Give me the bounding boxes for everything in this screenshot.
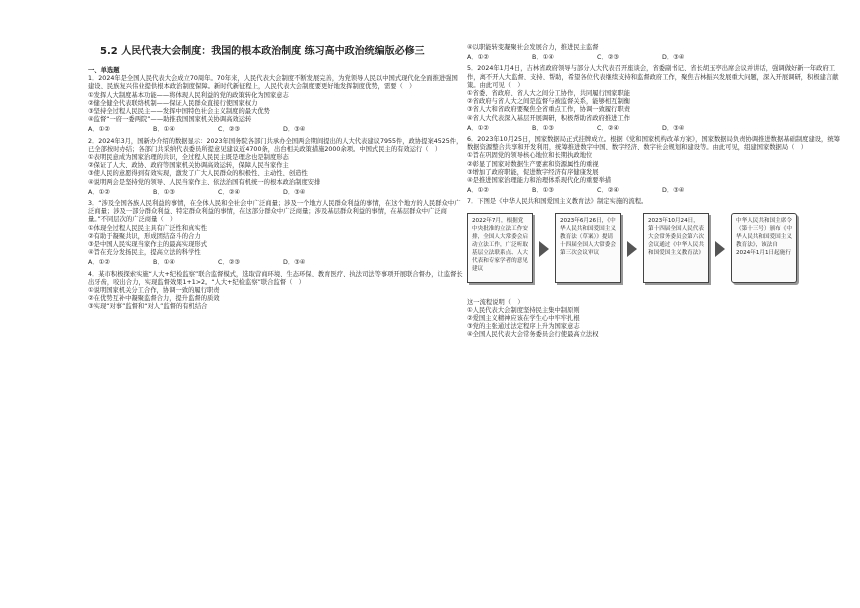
answer-a: A．①② — [467, 54, 489, 62]
answer-c: C．②③ — [218, 126, 240, 134]
option: ①表明民意成为国家治理的共识，全过程人民民主既是理念也是制度形态 — [88, 154, 289, 162]
option: ②保证了人大、政协、政府等国家机关协调高效运转，保障人民当家作主 — [88, 162, 289, 170]
answer-b: B．①③ — [532, 124, 554, 132]
question-7 — [467, 198, 842, 339]
option: ②彰显了国家对数据生产要素和资源属性的重视 — [467, 160, 599, 168]
option: ④省人大代表深入基层开展调研，积极帮助省政府推进工作 — [467, 114, 631, 122]
answer-c: C．②③ — [218, 259, 240, 267]
option: ②爱国主义精神应该在学生心中牢牢扎根 — [467, 315, 580, 323]
answer-a: A．①② — [88, 259, 110, 267]
option: ①体现全过程人民民主具有广泛性和真实性 — [88, 224, 207, 232]
answer-a: A．①② — [88, 188, 110, 196]
arrow-right-icon — [539, 241, 549, 257]
option: ②健全健全代表联络机制——保证人民群众直接行使国家权力 — [88, 99, 258, 107]
answer-c: C．②④ — [218, 188, 240, 196]
question-stem: 3．“涉及全国各族人民利益的事情，在全体人民和全社会中广泛商量；涉及一个地方人民群众利益的事情，在这个地方的人民群众中广泛商量；涉及一部分群众利益、特定群众利益的事情，在这部分群众中广泛商量；涉及基层群众利益的事情，在基层群众中广泛商量。”不同层次的广泛商量（ ） — [88, 200, 461, 224]
option: ④全国人民代表大会常务委员会行使最高立法权 — [467, 331, 599, 339]
answer-d: D．③④ — [283, 126, 306, 134]
option: ④是推进国家治理能力和治理体系现代化的重要举措 — [467, 177, 612, 185]
document-title: 5.2 人民代表大会制度：我国的根本政治制度 练习高中政治统编版必修三 — [100, 46, 425, 57]
question-stem: 1．2024年是全国人民代表大会成立70周年。70年来，人民代表大会制度不断发展完善，为党领导人民以中国式现代化全面推进强国建设、民族复兴伟业提供根本政治制度保障。新时代新征程上，人民代表大会制度要更好地发挥制度优势，需要（ ） — [88, 75, 458, 91]
answer-a: A．①② — [467, 187, 489, 195]
question-stem: 7．下图是《中华人民共和国爱国主义教育法》制定实施的流程。 — [467, 198, 648, 206]
answer-d: D．③④ — [662, 54, 685, 62]
option: ③坚持全过程人民民主——发挥中国特色社会主义制度的最大优势 — [88, 108, 270, 116]
option: ③实现“对事”监督和“对人”监督的有机结合 — [88, 303, 208, 311]
question-stem: 4．某市积极探索实施“人大+纪检监察”联合监督模式，选取营商环境、生态环保、教育医疗、执法司法等事项开展联合督办，让监督长出牙齿，咬出合力，实现监督效果1+1>2。“人大+纪检监察”联合监督（ ） — [88, 270, 463, 286]
section-label: 一、单选题 — [88, 67, 120, 74]
option: ③使人民的意愿得到有效实现，激发了广大人民群众的积极性、主动性、创造性 — [88, 170, 308, 178]
flow-step-1: 2022年7月，根据党中央批准的立法工作安排，全国人大常委会启动立法工作，广泛听取基层立法联系点、人大代表和专家学者的意见建议 — [467, 213, 533, 283]
option: ③党的主张通过法定程序上升为国家意志 — [467, 323, 580, 331]
answer-d: D．③④ — [662, 187, 685, 195]
answer-choices — [88, 189, 463, 197]
answer-d: D．③④ — [283, 259, 306, 267]
left-column — [88, 64, 463, 312]
answer-c: C．②④ — [597, 187, 619, 195]
answer-choices — [467, 54, 842, 62]
arrow-right-icon — [627, 241, 637, 257]
question-stem: 2．2024年3月，国新办介绍的数据显示：2023年国务院各部门共承办全国两会期间提出的人大代表建议7955件，政协提案4525件，已全部按时办结；各部门共采纳代表委员所提意见建议近4700条，出台相关政策措施2000余项。中国式民主的有效运行（ ） — [88, 137, 463, 153]
answer-a: A．①② — [88, 126, 110, 134]
flow-step-2: 2023年6月26日，《中华人民共和国爱国主义教育法（草案）》提请十四届全国人大常委会第三次会议审议 — [555, 213, 621, 283]
option: ③是中国人民实现当家作主的最高实现形式 — [88, 241, 207, 249]
option: ②在优势互补中凝聚监督合力，提升监督的质效 — [88, 295, 220, 303]
question-stem: 5．2024年1月4日，吉林省政府领导与部分人大代表召开座谈会，省委副书记、省长胡玉亭出席会议并讲话，强调做好新一年政府工作，离不开人大监督、支持、帮助，希望各位代表继续支持和监督政府工作，聚焦吉林振兴发展重大问题，深入开展调研，积极建言献策。由此可见（ ） — [467, 65, 839, 89]
option: ③增加了政府职能，促进数字经济有序健康发展 — [467, 168, 599, 176]
question-lead: 这一流程说明（ ） — [467, 298, 524, 306]
option: ③省人大和省政府要聚焦全省重点工作，协调一致履行职责 — [467, 106, 631, 114]
question-6 — [467, 136, 842, 195]
question-stem: 6．2023年10月25日，国家数据局正式挂牌成立。根据《党和国家机构改革方案》，国家数据局负责协调推进数据基础制度建设，统筹数据资源整合共享和开发利用，统筹推进数字中国、数字经济、数字社会规划和建设等。由此可见，组建国家数据局（ ） — [467, 136, 840, 152]
option: ①人民代表大会制度坚持民主集中制原则 — [467, 306, 580, 314]
answer-b: B．①④ — [532, 54, 554, 62]
option: ①旨在巩固党的领导核心地位和长期执政地位 — [467, 152, 593, 160]
answer-choices — [88, 259, 463, 267]
option: ②有助于凝聚共识，形成团结奋斗的合力 — [88, 232, 201, 240]
option: ④监督“一府一委两院”——助推我国国家机关协调高效运转 — [88, 116, 252, 124]
answer-b: B．①④ — [153, 259, 175, 267]
question-4-continued — [467, 44, 842, 62]
question-4 — [88, 271, 463, 312]
question-1 — [88, 75, 463, 134]
arrow-right-icon — [715, 241, 725, 257]
flow-step-4: 中华人民共和国主席令（第十三号）颁布《中华人民共和国爱国主义教育法》，该法自2024年1月1日起施行 — [731, 213, 797, 283]
option: ④以职能转变凝聚社会发展合力，推进民主监督 — [467, 44, 599, 51]
option: ①省委、省政府、省人大之间分工协作，共同履行国家职能 — [467, 90, 631, 98]
question-2 — [88, 138, 463, 197]
answer-a: A．①② — [467, 124, 489, 132]
question-5 — [467, 65, 842, 133]
option: ②省政府与省人大之间是监督与被监督关系，能够相互制衡 — [467, 98, 631, 106]
answer-d: D．③④ — [283, 188, 306, 196]
process-flowchart — [467, 213, 842, 293]
answer-c: C．②④ — [597, 124, 619, 132]
option: ④说明两会是坚持党的领导、人民当家作主、依法治国有机统一的根本政治制度安排 — [88, 178, 321, 186]
flow-step-3: 2023年10月24日，第十四届全国人民代表大会常务委员会第六次会议通过《中华人民共和国爱国主义教育法》 — [643, 213, 709, 283]
answer-choices — [467, 187, 842, 195]
answer-b: B．①③ — [532, 187, 554, 195]
option: ①说明国家机关分工合作，协调一致的履行职责 — [88, 287, 220, 295]
answer-b: B．①④ — [153, 126, 175, 134]
answer-d: D．③④ — [662, 124, 685, 132]
answer-choices — [467, 125, 842, 133]
answer-choices — [88, 126, 463, 134]
answer-b: B．①③ — [153, 188, 175, 196]
question-3 — [88, 200, 463, 268]
option: ④旨在充分发扬民主，提高立法的科学性 — [88, 249, 201, 257]
answer-c: C．②③ — [597, 54, 619, 62]
right-column — [467, 44, 842, 340]
option: ①发挥人大制度基本功能——将体现人民利益的党的政策转化为国家意志 — [88, 91, 289, 99]
